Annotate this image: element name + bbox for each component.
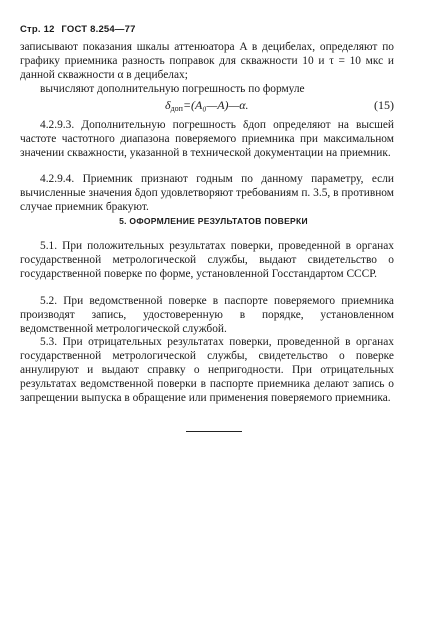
paragraph-5-1: 5.1. При положительных результатах поверки, проведенной в органах государственной метрологической службы, выдают свидетельство о государственной поверке по форме, установленной Госстандартом СССР. <box>20 240 394 280</box>
formula-lhs-subscript: доп <box>170 104 183 113</box>
paragraph-4-2-9-4: 4.2.9.4. Приемник признают годным по данному параметру, если вычисленные значения δдоп удовлетворяют требованиям п. 3.5, в противном случае приемник бракуют. <box>20 173 394 213</box>
page-number: Стр. 12 <box>20 24 55 35</box>
formula-15 <box>20 98 394 112</box>
end-divider <box>186 431 242 432</box>
paragraph-5-3: 5.3. При отрицательных результатах поверки, проведенной в органах государственной метрологической службы, свидетельство о поверке аннулируют и выдают справку о непригодности. При отрицательных результатах ведомственной поверки в паспорте приемника делают запись о запрещении выпуска в обращение или применения поверяемого приемника. <box>20 336 394 404</box>
paragraph-formula-intro: вычисляют дополнительную погрешность по формуле <box>40 83 305 95</box>
formula-expression <box>165 98 249 116</box>
page-header <box>20 24 140 35</box>
paragraph-4-2-9-3: 4.2.9.3. Дополнительную погрешность δдоп определяют на высшей частоте частотного диапазона поверяемого приемника при максимальном значении скважности, указанной в технической документации на приемник. <box>20 119 394 159</box>
paragraph-5-2: 5.2. При ведомственной поверке в паспорте поверяемого приемника производят запись, удостоверенную в порядке, установленном ведомственной метрологической службой. <box>20 295 394 335</box>
formula-number: (15) <box>374 98 394 112</box>
section-title: 5. ОФОРМЛЕНИЕ РЕЗУЛЬТАТОВ ПОВЕРКИ <box>119 216 308 226</box>
paragraph-attenuator-reading: записывают показания шкалы аттенюатора A в децибелах, определяют по графику приемника разность поправок для скважности 10 и τ = 10 мкс и данной скважности α в децибелах; <box>20 41 394 81</box>
standard-id: ГОСТ 8.254—77 <box>61 24 136 35</box>
formula-lhs: δ <box>165 98 171 112</box>
formula-rhs: =(A₀—A)—α. <box>182 98 249 112</box>
